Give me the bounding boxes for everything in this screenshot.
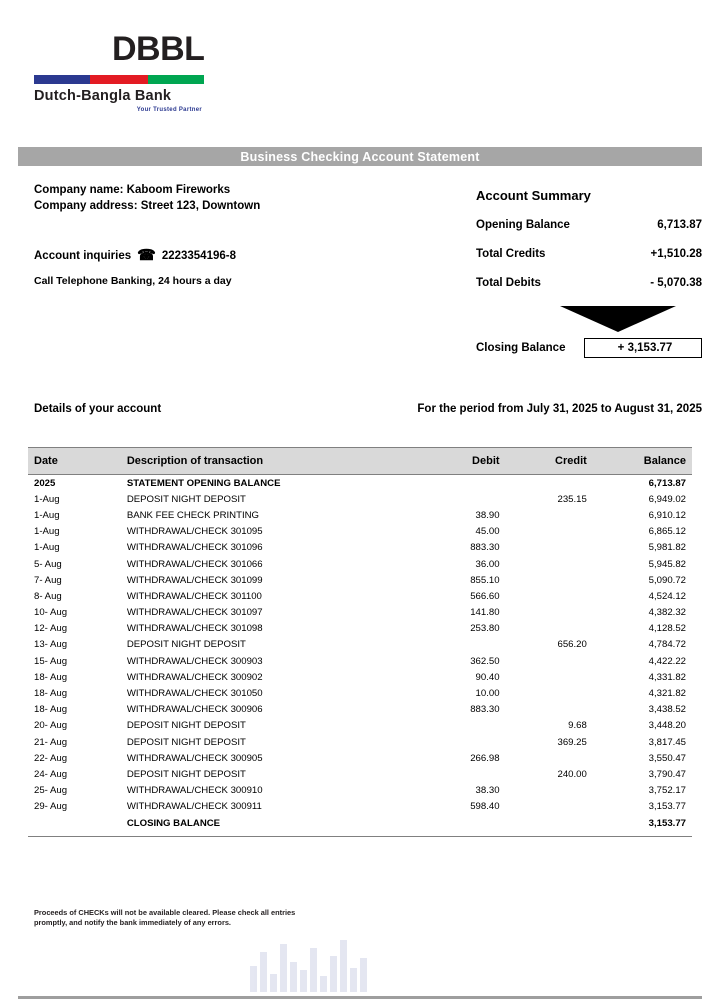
cell-description: WITHDRAWAL/CHECK 301100 (126, 590, 262, 602)
cell-debit: 38.30 (475, 785, 500, 797)
cell-debit (419, 815, 506, 831)
table-row (28, 750, 692, 766)
inquiries-phone-number: 2223354196-8 (161, 249, 236, 262)
cell-description: WITHDRAWAL/CHECK 301096 (126, 542, 263, 554)
cell-debit (419, 734, 506, 750)
account-inquiries-label: Account inquiries (34, 249, 132, 262)
cell-date: 29- Aug (34, 801, 68, 813)
summary-value: +1,510.28 (650, 248, 702, 260)
column-header-balance: Balance (593, 448, 692, 475)
cell-description: WITHDRAWAL/CHECK 300910 (126, 785, 263, 797)
cell-credit (506, 540, 593, 556)
cell-description: DEPOSIT NIGHT DEPOSIT (126, 768, 246, 780)
cell-credit (506, 653, 593, 669)
summary-row-debits (476, 277, 702, 289)
column-header-date: Date (28, 448, 121, 475)
cell-description: WITHDRAWAL/CHECK 301095 (126, 526, 263, 538)
cell-date: 15- Aug (34, 655, 68, 667)
cell-balance: 4,331.82 (648, 671, 686, 683)
cell-credit (506, 702, 593, 718)
cell-date: 25- Aug (34, 785, 68, 797)
cell-balance: 4,422.22 (648, 655, 686, 667)
column-header-credit: Credit (506, 448, 593, 475)
page-bottom-rule (18, 996, 702, 999)
cell-credit (506, 507, 593, 523)
cell-balance: 4,382.32 (648, 607, 686, 619)
cell-date: 18- Aug (34, 704, 68, 716)
cell-date: 1-Aug (34, 526, 60, 538)
cell-credit: 9.68 (568, 720, 587, 732)
table-row (28, 605, 692, 621)
cell-date: 18- Aug (34, 671, 68, 683)
cell-credit: 656.20 (557, 639, 587, 651)
table-row (28, 572, 692, 588)
telephone-icon: ☎ (137, 247, 156, 264)
cell-description: WITHDRAWAL/CHECK 301099 (126, 574, 263, 586)
cell-balance: 3,448.20 (648, 720, 686, 732)
table-row (28, 621, 692, 637)
logo-wordmark: DBBL (112, 30, 205, 68)
cell-debit: 90.40 (475, 671, 500, 683)
company-address: Company address: Street 123, Downtown (34, 200, 261, 212)
cell-debit: 566.60 (470, 590, 500, 602)
rainbow-arc-logo-icon (34, 28, 108, 70)
cell-date: 22- Aug (34, 752, 68, 764)
cell-credit (506, 621, 593, 637)
cell-description: DEPOSIT NIGHT DEPOSIT (126, 493, 246, 505)
transactions-table (28, 447, 692, 831)
cell-balance: 3,438.52 (648, 704, 686, 716)
cell-date: 24- Aug (34, 768, 68, 780)
statement-period: For the period from July 31, 2025 to August 31, 2025 (417, 403, 702, 415)
cell-description: DEPOSIT NIGHT DEPOSIT (126, 720, 246, 732)
cell-debit (419, 491, 506, 507)
cell-description: WITHDRAWAL/CHECK 300903 (126, 655, 263, 667)
closing-balance-label: Closing Balance (476, 342, 566, 354)
cell-credit: 235.15 (557, 493, 587, 505)
cell-debit: 36.00 (475, 558, 500, 570)
cell-date: 2025 (34, 477, 56, 489)
cell-balance: 6,910.12 (648, 509, 686, 521)
company-name: Company name: Kaboom Fireworks (34, 184, 231, 196)
table-row (28, 734, 692, 750)
cell-debit: 266.98 (470, 752, 500, 764)
cell-date: 1-Aug (34, 493, 60, 505)
table-row (28, 815, 692, 831)
account-inquiries (34, 248, 236, 263)
cell-description: BANK FEE CHECK PRINTING (126, 509, 260, 521)
watermark-graphic (250, 930, 510, 992)
cell-date: 1-Aug (34, 542, 60, 554)
cell-debit (419, 475, 506, 492)
cell-credit (506, 685, 593, 701)
table-row (28, 653, 692, 669)
cell-description: WITHDRAWAL/CHECK 301050 (126, 688, 263, 700)
cell-description: WITHDRAWAL/CHECK 300911 (126, 801, 262, 813)
summary-row-closing (476, 338, 702, 358)
column-header-description: Description of transaction (121, 448, 419, 475)
cell-balance: 3,790.47 (648, 768, 686, 780)
cell-balance: 3,550.47 (648, 752, 686, 764)
bank-tagline: Your Trusted Partner (136, 107, 202, 113)
cell-description: WITHDRAWAL/CHECK 301097 (126, 607, 263, 619)
details-header (34, 403, 702, 415)
cell-description: DEPOSIT NIGHT DEPOSIT (126, 639, 246, 651)
table-row (28, 540, 692, 556)
cell-description: CLOSING BALANCE (126, 817, 221, 829)
table-row (28, 475, 692, 492)
cell-date: 1-Aug (34, 509, 60, 521)
table-header-row (28, 448, 692, 475)
footer-disclaimer: Proceeds of CHECKs will not be available cleared. Please check all entries promptly, and notify the bank immediately of any errors. (34, 908, 296, 927)
cell-credit: 240.00 (557, 768, 587, 780)
cell-date: 20- Aug (34, 720, 68, 732)
cell-date (28, 815, 121, 831)
cell-balance: 5,945.82 (648, 558, 686, 570)
cell-date: 10- Aug (34, 607, 68, 619)
cell-credit (506, 750, 593, 766)
telephone-banking-note: Call Telephone Banking, 24 hours a day (34, 275, 232, 287)
cell-balance: 4,524.12 (648, 590, 686, 602)
statement-title: Business Checking Account Statement (18, 147, 702, 166)
summary-label: Total Debits (476, 277, 541, 289)
cell-balance: 4,784.72 (648, 639, 686, 651)
table-row (28, 491, 692, 507)
customer-info (34, 182, 434, 214)
cell-credit: 369.25 (557, 736, 587, 748)
summary-value: - 5,070.38 (650, 277, 702, 289)
cell-balance: 5,981.82 (648, 542, 686, 554)
cell-date: 7- Aug (34, 574, 62, 586)
table-bottom-rule (28, 835, 692, 837)
table-row (28, 799, 692, 815)
cell-debit: 855.10 (470, 574, 500, 586)
cell-credit (506, 475, 593, 492)
cell-credit (506, 556, 593, 572)
table-row (28, 685, 692, 701)
cell-balance: 6,949.02 (648, 493, 686, 505)
table-row (28, 524, 692, 540)
summary-row-opening (476, 219, 702, 231)
summary-label: Opening Balance (476, 219, 570, 231)
down-triangle-icon (560, 306, 676, 332)
cell-date: 8- Aug (34, 590, 62, 602)
table-row (28, 637, 692, 653)
cell-debit (419, 718, 506, 734)
cell-description: WITHDRAWAL/CHECK 300902 (126, 671, 263, 683)
cell-credit (506, 572, 593, 588)
bank-logo (34, 26, 224, 113)
cell-balance: 6,865.12 (648, 526, 686, 538)
account-summary (476, 188, 702, 358)
cell-debit: 10.00 (475, 688, 500, 700)
table-row (28, 766, 692, 782)
table-row (28, 669, 692, 685)
summary-value: 6,713.87 (657, 219, 702, 231)
cell-balance: 3,817.45 (648, 736, 686, 748)
summary-row-credits (476, 248, 702, 260)
column-header-debit: Debit (419, 448, 506, 475)
cell-debit: 362.50 (470, 655, 500, 667)
cell-credit (506, 605, 593, 621)
logo-top-row (34, 26, 224, 72)
table-row (28, 702, 692, 718)
cell-balance: 4,321.82 (648, 688, 686, 700)
cell-debit: 598.40 (470, 801, 500, 813)
table-row (28, 718, 692, 734)
cell-debit (419, 637, 506, 653)
cell-description: DEPOSIT NIGHT DEPOSIT (126, 736, 246, 748)
transactions-body (28, 475, 692, 832)
cell-credit (506, 669, 593, 685)
cell-balance: 3,153.77 (648, 801, 686, 813)
closing-balance-value: + 3,153.77 (584, 338, 702, 358)
table-row (28, 556, 692, 572)
transactions-table-wrap (28, 447, 692, 837)
cell-credit (506, 588, 593, 604)
cell-description: WITHDRAWAL/CHECK 300905 (126, 752, 263, 764)
cell-credit (506, 815, 593, 831)
cell-balance: 3,153.77 (648, 817, 686, 829)
cell-date: 12- Aug (34, 623, 68, 635)
cell-description: WITHDRAWAL/CHECK 301066 (126, 558, 263, 570)
cell-date: 18- Aug (34, 688, 68, 700)
bank-name: Dutch-Bangla Bank (34, 88, 172, 104)
cell-debit: 45.00 (475, 526, 500, 538)
cell-debit: 883.30 (470, 704, 500, 716)
cell-balance: 3,752.17 (648, 785, 686, 797)
cell-balance: 6,713.87 (648, 477, 686, 489)
cell-debit: 141.80 (470, 607, 500, 619)
cell-date: 5- Aug (34, 558, 62, 570)
cell-credit (506, 783, 593, 799)
cell-description: STATEMENT OPENING BALANCE (126, 477, 281, 489)
details-heading: Details of your account (34, 403, 162, 415)
cell-credit (506, 524, 593, 540)
cell-description: WITHDRAWAL/CHECK 301098 (126, 623, 263, 635)
cell-date: 13- Aug (34, 639, 68, 651)
brand-color-bars (34, 75, 204, 84)
cell-debit (419, 766, 506, 782)
table-row (28, 783, 692, 799)
summary-label: Total Credits (476, 248, 546, 260)
cell-credit (506, 799, 593, 815)
table-row (28, 507, 692, 523)
cell-balance: 5,090.72 (648, 574, 686, 586)
cell-description: WITHDRAWAL/CHECK 300906 (126, 704, 263, 716)
cell-debit: 253.80 (470, 623, 500, 635)
cell-debit: 38.90 (475, 509, 500, 521)
cell-balance: 4,128.52 (648, 623, 686, 635)
cell-debit: 883.30 (470, 542, 500, 554)
account-summary-title: Account Summary (476, 188, 591, 203)
cell-date: 21- Aug (34, 736, 68, 748)
table-row (28, 588, 692, 604)
